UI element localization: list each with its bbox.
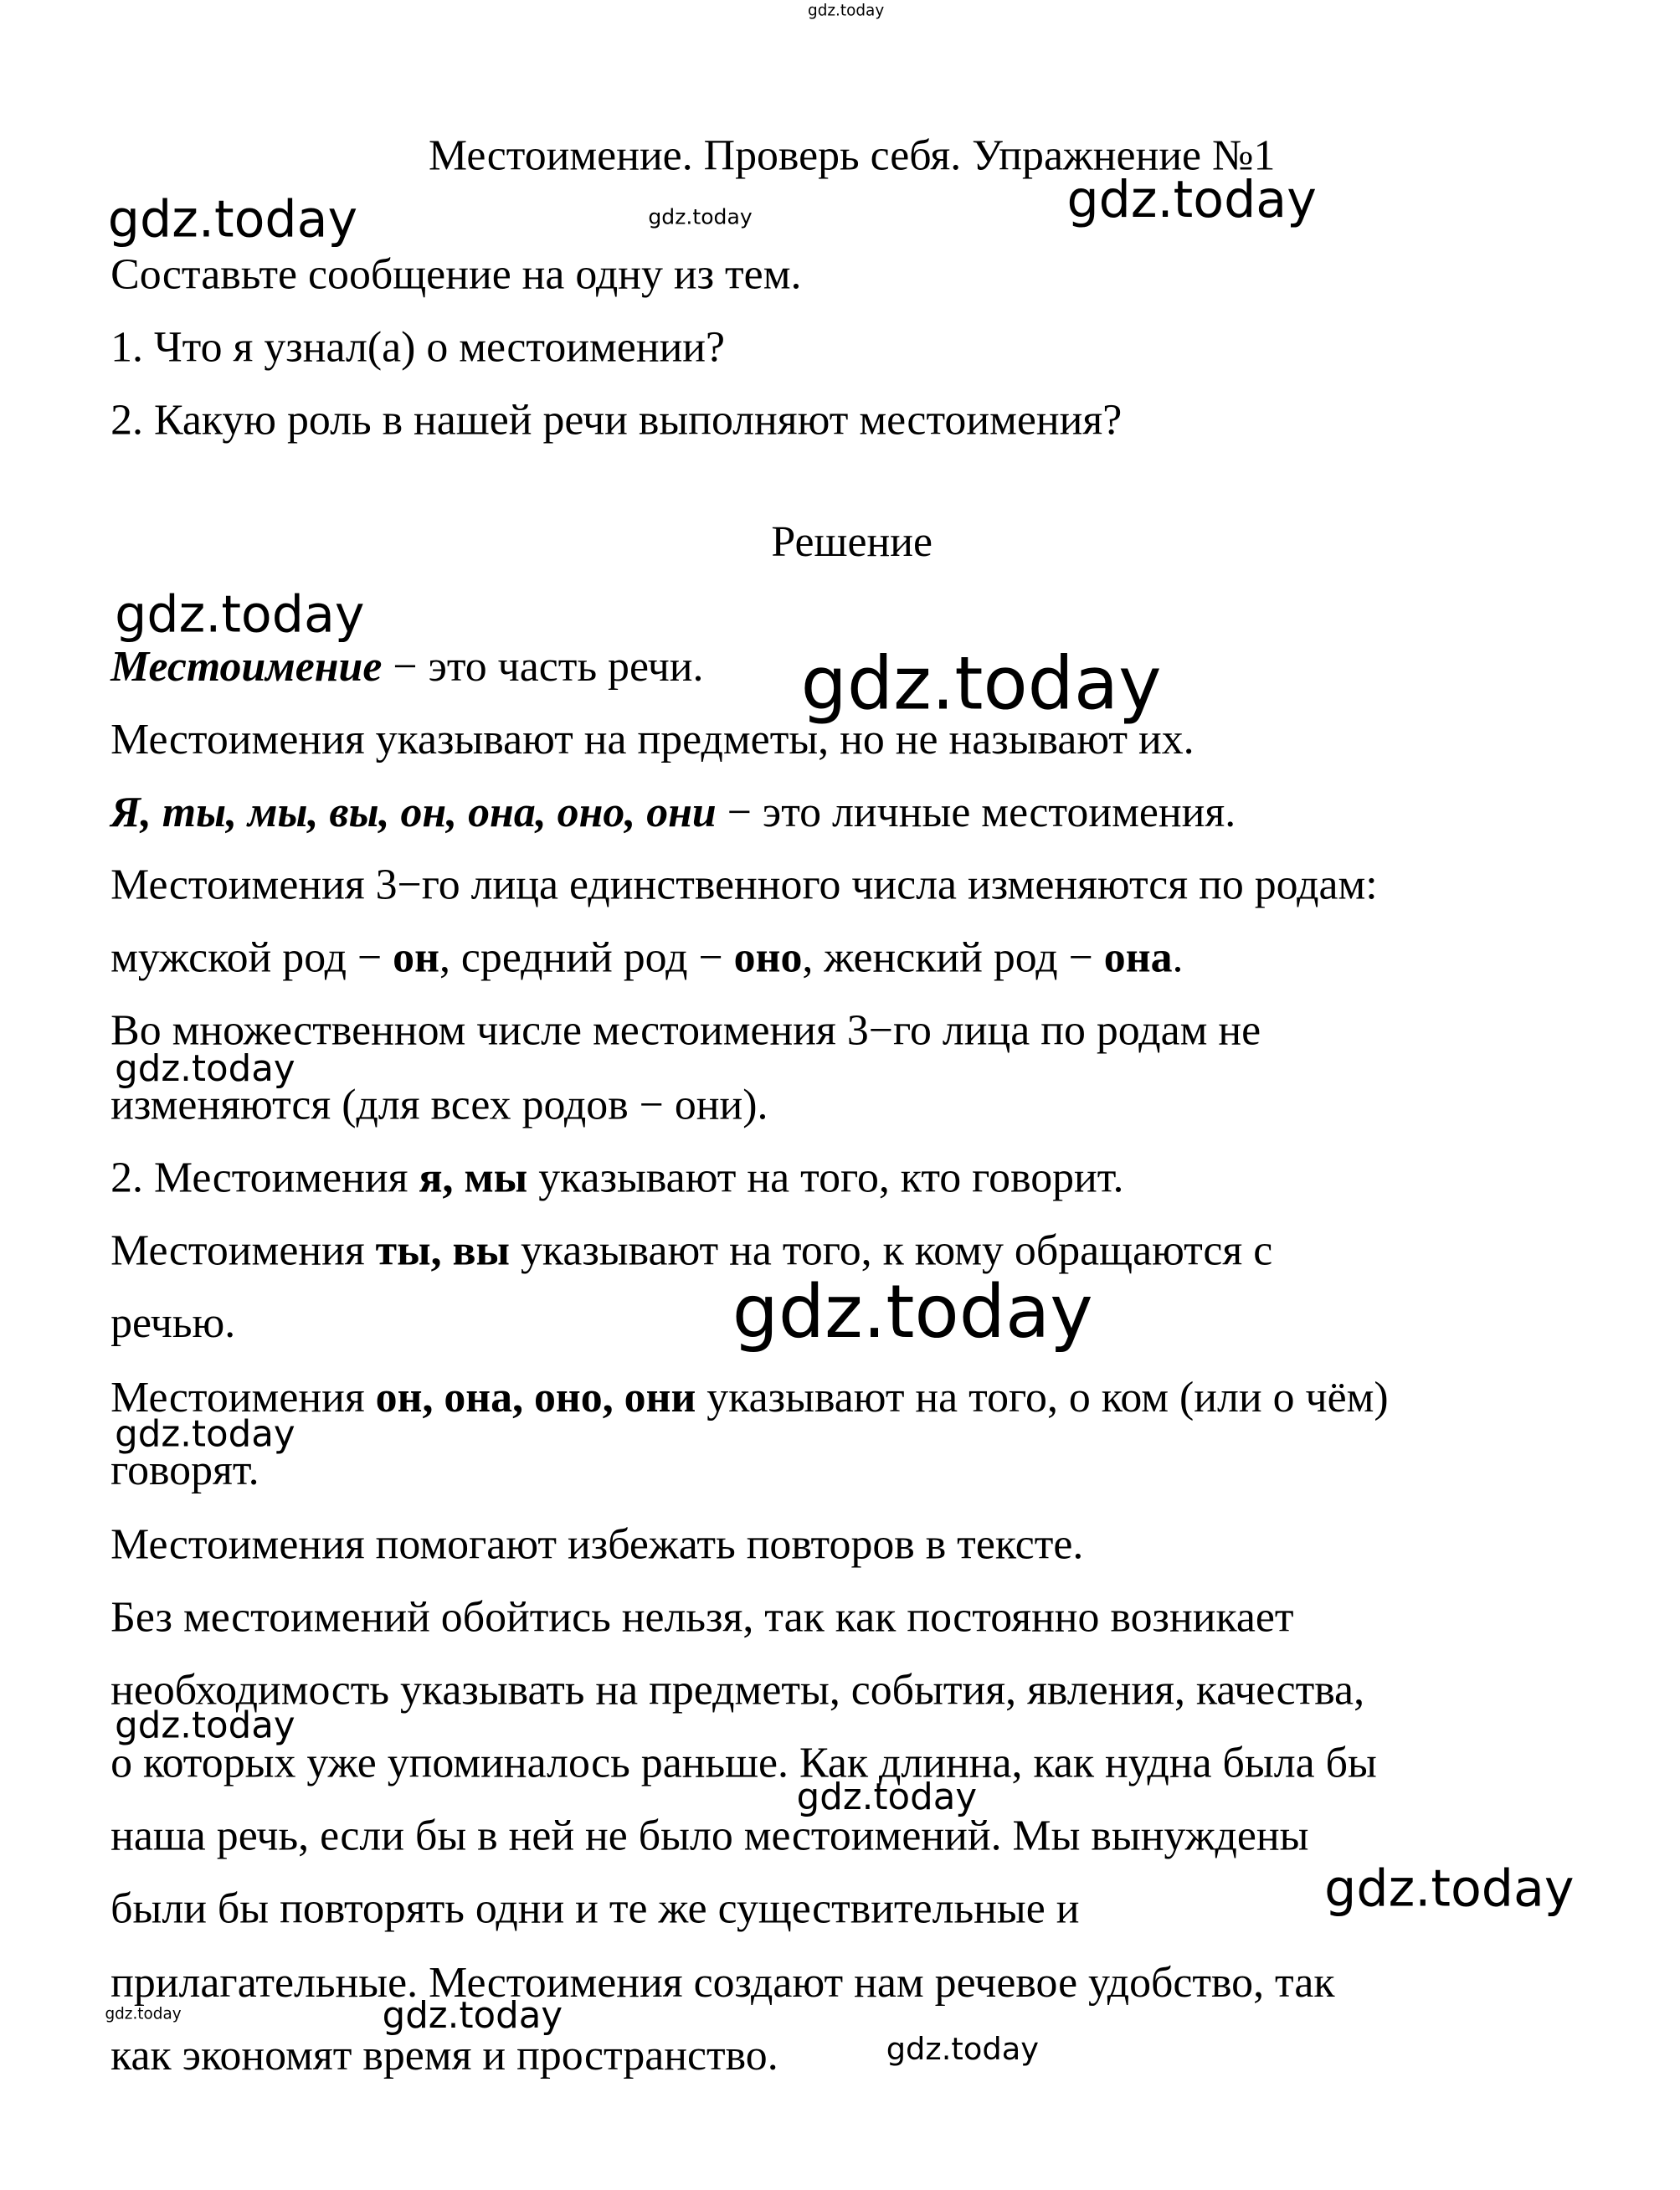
watermark: gdz.today bbox=[105, 2005, 182, 2023]
watermark: gdz.today bbox=[1324, 1860, 1575, 1919]
watermark: gdz.today bbox=[107, 192, 358, 249]
watermark: gdz.today bbox=[115, 1048, 295, 1091]
solution-paragraph-11-line-3: о которых уже упоминалось раньше. Как длинна, как нудна была бы bbox=[110, 1737, 1377, 1787]
solution-paragraph-5 bbox=[110, 932, 1184, 982]
watermark: gdz.today bbox=[115, 586, 365, 645]
watermark: gdz.today bbox=[796, 1776, 978, 1819]
solution-paragraph-11-line-4: наша речь, если бы в ней не было местоимений. Мы вынуждены bbox=[110, 1810, 1309, 1860]
watermark: gdz.today bbox=[115, 1705, 295, 1748]
solution-paragraph-3 bbox=[110, 786, 1236, 836]
text-run: Местоимения bbox=[110, 1372, 376, 1421]
text-run: 2. Местоимения bbox=[110, 1152, 419, 1202]
watermark: gdz.today bbox=[886, 2033, 1040, 2069]
solution-paragraph-11-line-1: Без местоимений обойтись нельзя, так как постоянно возникает bbox=[110, 1591, 1294, 1642]
text-run: указывают на того, о ком (или о чём) bbox=[696, 1372, 1389, 1421]
task-line-3: 2. Какую роль в нашей речи выполняют местоимения? bbox=[110, 394, 1123, 445]
task-line-2: 1. Что я узнал(а) о местоимении? bbox=[110, 321, 726, 372]
solution-paragraph-11-line-2: необходимость указывать на предметы, события, явления, качества, bbox=[110, 1664, 1365, 1714]
watermark: gdz.today bbox=[115, 1414, 295, 1457]
watermark: gdz.today bbox=[808, 1, 885, 20]
bold-pronoun: оно bbox=[733, 932, 803, 982]
text-run: , средний род − bbox=[439, 932, 734, 982]
solution-paragraph-6b: изменяются (для всех родов − они). bbox=[110, 1079, 768, 1129]
term-pronoun: Местоимение bbox=[110, 641, 383, 691]
bold-pronoun: ты, вы bbox=[375, 1225, 511, 1274]
solution-paragraph-11-line-7: как экономят время и пространство. bbox=[110, 2030, 778, 2079]
text-run: − это часть речи. bbox=[382, 641, 704, 691]
solution-paragraph-8a bbox=[110, 1225, 1273, 1274]
bold-pronoun: я, мы bbox=[419, 1152, 528, 1202]
text-run: − это личные местоимения. bbox=[716, 786, 1236, 836]
bold-pronoun: он, она, оно, они bbox=[375, 1372, 696, 1421]
watermark: gdz.today bbox=[382, 1995, 563, 2038]
text-run: , женский род − bbox=[802, 932, 1104, 982]
bold-pronoun: она bbox=[1103, 932, 1173, 982]
watermark: gdz.today bbox=[1066, 172, 1317, 230]
solution-paragraph-9a bbox=[110, 1372, 1389, 1421]
solution-heading: Решение bbox=[771, 517, 933, 566]
solution-paragraph-11-line-5: были бы повторять одни и те же существительные и bbox=[110, 1883, 1080, 1933]
solution-paragraph-4: Местоимения 3−го лица единственного числа изменяются по родам: bbox=[110, 859, 1378, 909]
bold-pronoun: он bbox=[393, 932, 439, 982]
task-line-1: Составьте сообщение на одну из тем. bbox=[110, 249, 802, 299]
solution-paragraph-10: Местоимения помогают избежать повторов в тексте. bbox=[110, 1519, 1084, 1569]
text-run: . bbox=[1172, 932, 1184, 982]
text-run: указывают на того, к кому обращаются с bbox=[510, 1225, 1273, 1274]
solution-paragraph-1 bbox=[110, 641, 704, 691]
solution-paragraph-9b: говорят. bbox=[110, 1445, 259, 1494]
solution-paragraph-11-line-6: прилагательные. Местоимения создают нам речевое удобство, так bbox=[110, 1957, 1335, 2007]
watermark: gdz.today bbox=[732, 1271, 1093, 1355]
solution-paragraph-2: Местоимения указывают на предметы, но не называют их. bbox=[110, 713, 1194, 763]
solution-paragraph-8b: речью. bbox=[110, 1298, 236, 1347]
document-title: Местоимение. Проверь себя. Упражнение №1 bbox=[428, 130, 1276, 180]
text-run: мужской род − bbox=[110, 932, 393, 982]
solution-paragraph-6a: Во множественном числе местоимения 3−го лица по родам не bbox=[110, 1005, 1261, 1055]
text-run: Местоимения bbox=[110, 1225, 376, 1274]
solution-paragraph-7 bbox=[110, 1152, 1124, 1202]
text-run: указывают на того, кто говорит. bbox=[527, 1152, 1124, 1202]
personal-pronouns-list: Я, ты, мы, вы, он, она, оно, они bbox=[110, 786, 717, 836]
watermark: gdz.today bbox=[800, 642, 1162, 727]
watermark: gdz.today bbox=[648, 204, 753, 230]
